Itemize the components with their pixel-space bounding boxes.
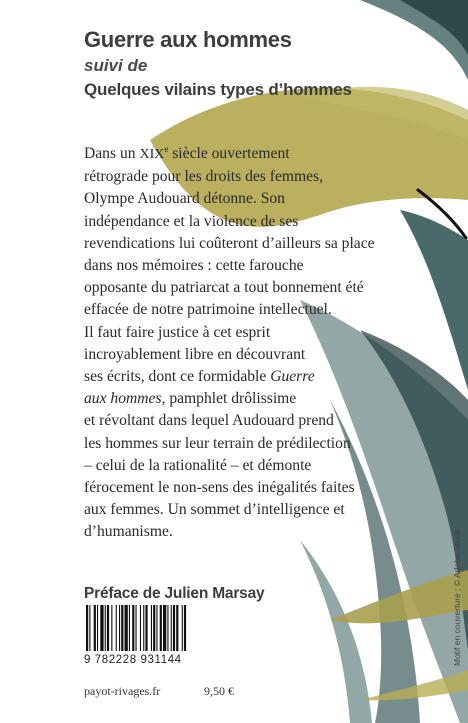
barcode-bar xyxy=(129,605,130,651)
barcode-bar xyxy=(151,605,152,651)
barcode-bar xyxy=(119,605,120,651)
century-numeral: XIX xyxy=(139,147,165,162)
barcode-bar xyxy=(116,605,117,651)
barcode-bar xyxy=(140,605,141,651)
barcode-bar xyxy=(100,605,103,651)
barcode-bar xyxy=(160,605,162,651)
blurb-line: férocement le non-sens des inégalités faites xyxy=(84,479,355,497)
barcode-bar xyxy=(125,605,128,651)
book-title: Guerre aux hommes xyxy=(84,27,292,52)
publisher-website: payot-rivages.fr xyxy=(84,684,161,698)
barcode-bar xyxy=(111,605,112,651)
barcode-bar xyxy=(97,605,98,651)
barcode-bar xyxy=(94,605,96,651)
blurb-line: Dans un XIXe siècle ouvertement xyxy=(84,144,290,162)
barcode xyxy=(84,605,236,653)
italic-book-title: Guerre xyxy=(270,368,315,386)
preface-credit: Préface de Julien Marsay xyxy=(84,585,265,602)
suivi-de-label: suivi de xyxy=(84,56,148,75)
blurb-line: et révoltant dans lequel Audouard prend xyxy=(84,412,334,430)
barcode-bar xyxy=(107,605,109,651)
barcode-bar xyxy=(86,605,88,651)
barcode-bar xyxy=(153,605,155,651)
blurb-line: revendications lui coûteront d’ailleurs sa place xyxy=(84,234,375,252)
barcode-bar xyxy=(173,605,175,651)
blurb-line: d’humanisme. xyxy=(84,523,173,541)
leaf-teal-left-curve xyxy=(300,540,372,723)
blurb-line: rétrograde pour les droits des femmes, xyxy=(84,168,324,186)
cover-image-credit: Motif en couverture : © Adobe Stock xyxy=(452,529,462,666)
blurb-line: ses écrits, dont ce formidable Guerre xyxy=(84,368,315,386)
blurb-line: effacée de notre patrimoine intellectuel. xyxy=(84,301,332,319)
barcode-bar xyxy=(176,605,178,651)
barcode-bar xyxy=(136,605,137,651)
blurb-line: Il faut faire justice à cet esprit xyxy=(84,323,271,341)
blurb-text xyxy=(84,143,414,544)
blurb-line: – celui de la rationalité – et démonte xyxy=(84,456,312,474)
italic-book-title-cont: aux hommes xyxy=(84,390,162,408)
blurb-line: incroyablement libre en découvrant xyxy=(84,345,306,363)
century-superscript: e xyxy=(164,144,169,154)
price: 9,50 € xyxy=(204,684,234,698)
barcode-bar xyxy=(143,605,144,651)
barcode-bar xyxy=(171,605,172,651)
blurb-line: les hommes sur leur terrain de prédilection xyxy=(84,434,351,452)
book-subtitle: Quelques vilains types d’hommes xyxy=(84,80,352,99)
blurb-line: Olympe Audouard détonne. Son xyxy=(84,190,285,208)
blurb-line: aux hommes, pamphlet drôlissime xyxy=(84,390,297,408)
barcode-digits: 9 782228 931144 xyxy=(84,654,182,666)
title-block xyxy=(84,26,352,102)
barcode-bar xyxy=(182,605,183,651)
barcode-bar xyxy=(132,605,134,651)
barcode-bar xyxy=(105,605,106,651)
barcode-bar xyxy=(167,605,168,651)
barcode-bar xyxy=(163,605,166,651)
barcode-bar xyxy=(121,605,123,651)
footer xyxy=(84,684,234,699)
blurb-line: aux femmes. Un sommet d’intelligence et xyxy=(84,501,345,519)
blurb-line: dans nos mémoires : cette farouche xyxy=(84,257,304,275)
barcode-bars xyxy=(84,605,236,653)
barcode-bar xyxy=(184,605,186,651)
blurb-line: indépendance et la violence de ses xyxy=(84,212,299,230)
blurb-line: opposante du patriarcat a tout bonnement été xyxy=(84,279,364,297)
barcode-bar xyxy=(145,605,147,651)
barcode-bar xyxy=(89,605,90,651)
barcode-bar xyxy=(156,605,157,651)
